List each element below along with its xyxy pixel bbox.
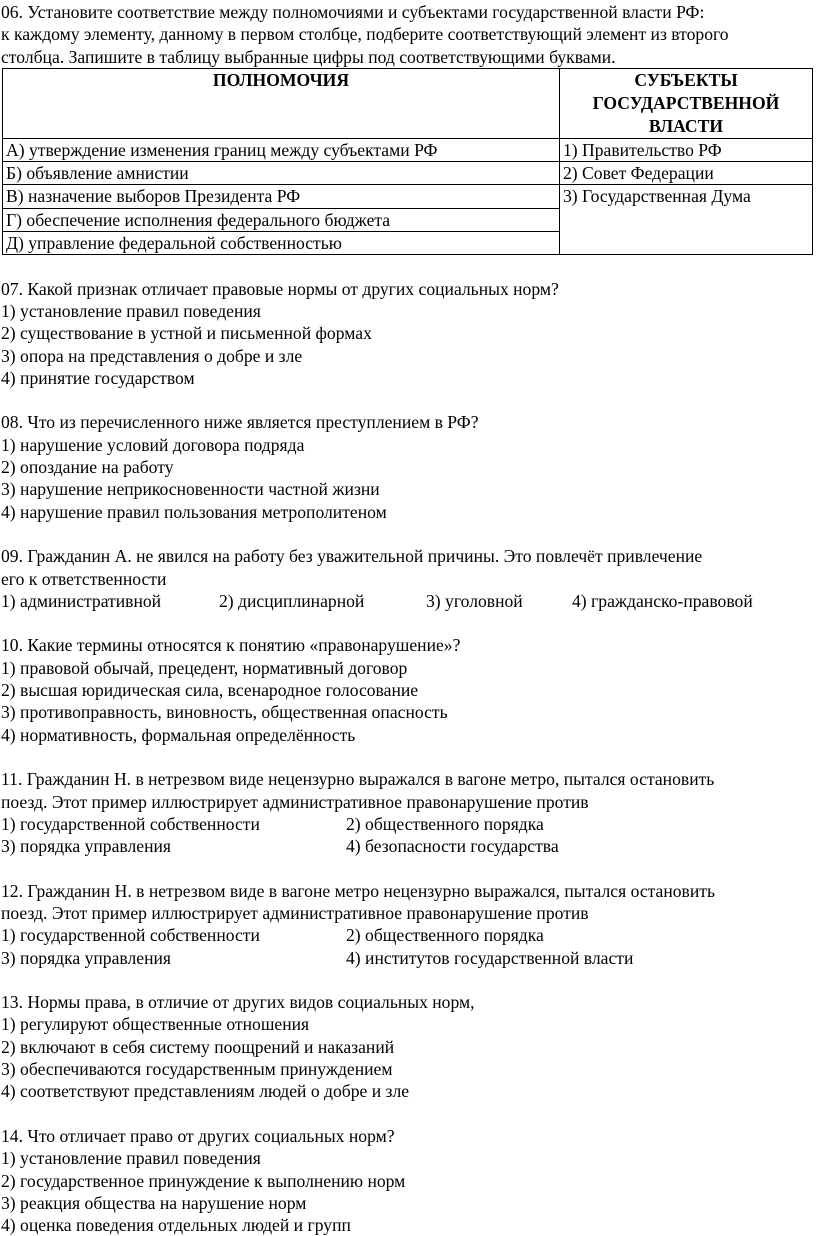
question-08 — [1, 411, 816, 522]
question-text: 07. Какой признак отличает правовые нормы от других социальных норм? — [1, 278, 559, 299]
answer-options-row — [1, 590, 816, 612]
answer-option: 2) высшая юридическая сила, всенародное голосование — [1, 680, 419, 701]
answer-option: 2) дисциплинарной — [219, 590, 365, 611]
answer-option: 2) общественного порядка — [346, 813, 544, 834]
answer-option: 4) безопасности государства — [346, 836, 559, 857]
answer-options-row — [1, 947, 816, 969]
answer-option: 2) опоздание на работу — [1, 457, 174, 478]
question-text: 10. Какие термины относятся к понятию «правонарушение»? — [1, 635, 461, 656]
answer-option: 3) нарушение неприкосновенности частной жизни — [1, 479, 380, 500]
question-text: поезд. Этот пример иллюстрирует административное правонарушение против — [1, 902, 589, 923]
question-text: 06. Установите соответствие между полномочиями и субъектами государственной власти РФ: — [1, 2, 705, 22]
answer-option: 1) государственной собственности — [1, 925, 260, 946]
question-06 — [1, 1, 816, 68]
question-text: 11. Гражданин Н. в нетрезвом виде нецензурно выражался в вагоне метро, пытался остановить — [1, 769, 715, 790]
question-text: его к ответственности — [1, 568, 167, 589]
answer-options-row — [1, 924, 816, 946]
answer-option: 3) обеспечиваются государственным принуждением — [1, 1059, 393, 1080]
answer-option: 3) опора на представления о добре и зле — [1, 345, 303, 366]
answer-options-row — [1, 813, 816, 835]
header-subjects-line: ГОСУДАРСТВЕННОЙ — [592, 92, 780, 113]
answer-option: 2) общественного порядка — [346, 925, 544, 946]
answer-option: 1) административной — [1, 590, 162, 611]
question-09 — [1, 545, 816, 612]
answer-option: 3) уголовной — [426, 590, 523, 611]
header-subjects — [560, 68, 813, 138]
question-07 — [1, 278, 816, 389]
question-text: столбца. Запишите в таблицу выбранные цифры под соответствующими буквами. — [1, 46, 616, 67]
question-text: поезд. Этот пример иллюстрирует административное правонарушение против — [1, 791, 589, 812]
power-cell: Г) обеспечение исполнения федерального бюджета — [3, 208, 560, 231]
power-cell: В) назначение выборов Президента РФ — [3, 185, 560, 208]
subject-cell: 2) Совет Федерации — [560, 162, 813, 185]
answer-option: 2) включают в себя систему поощрений и наказаний — [1, 1036, 395, 1057]
question-14 — [1, 1125, 816, 1236]
header-subjects-line: СУБЪЕКТЫ — [634, 69, 738, 90]
question-10 — [1, 634, 816, 745]
subject-cell: 3) Государственная Дума — [560, 185, 813, 255]
answer-option: 1) государственной собственности — [1, 813, 260, 834]
power-cell: Д) управление федеральной собственностью — [3, 232, 560, 255]
question-text: 13. Нормы права, в отличие от других видов социальных норм, — [1, 992, 475, 1013]
answer-options-row — [1, 835, 816, 857]
answer-option: 1) правовой обычай, прецедент, нормативный договор — [1, 657, 408, 678]
question-text: 08. Что из перечисленного ниже является преступлением в РФ? — [1, 412, 479, 433]
question-text: к каждому элементу, данному в первом столбце, подберите соответствующий элемент из второго — [1, 24, 729, 45]
answer-option: 4) институтов государственной власти — [346, 947, 634, 968]
power-cell: А) утверждение изменения границ между субъектами РФ — [3, 138, 560, 161]
answer-option: 2) государственное принуждение к выполнению норм — [1, 1170, 406, 1191]
subject-cell: 1) Правительство РФ — [560, 138, 813, 161]
answer-option: 1) установление правил поведения — [1, 1148, 261, 1169]
answer-option: 1) нарушение условий договора подряда — [1, 434, 305, 455]
power-cell: Б) объявление амнистии — [3, 162, 560, 185]
question-text: 09. Гражданин А. не явился на работу без уважительной причины. Это повлечёт привлечение — [1, 546, 703, 567]
question-12 — [1, 880, 816, 969]
answer-option: 4) оценка поведения отдельных людей и групп — [1, 1215, 351, 1236]
answer-option: 4) нормативность, формальная определённость — [1, 724, 356, 745]
answer-option: 2) существование в устной и письменной формах — [1, 323, 372, 344]
matching-table — [2, 68, 813, 255]
worksheet-page — [0, 1, 816, 1236]
answer-option: 4) гражданско-правовой — [572, 590, 753, 611]
header-powers: ПОЛНОМОЧИЯ — [3, 68, 560, 138]
answer-option: 4) нарушение правил пользования метрополитеном — [1, 501, 387, 522]
question-text: 12. Гражданин Н. в нетрезвом виде в вагоне метро нецензурно выражался, пытался остановить — [1, 880, 715, 901]
question-13 — [1, 991, 816, 1102]
table-header-row — [3, 68, 813, 138]
table-row — [3, 185, 813, 208]
answer-option: 3) противоправность, виновность, общественная опасность — [1, 702, 448, 723]
answer-option: 3) порядка управления — [1, 947, 172, 968]
answer-option: 4) принятие государством — [1, 367, 195, 388]
answer-option: 3) порядка управления — [1, 836, 172, 857]
question-text: 14. Что отличает право от других социальных норм? — [1, 1125, 395, 1146]
question-11 — [1, 768, 816, 857]
answer-option: 1) регулируют общественные отношения — [1, 1014, 310, 1035]
answer-option: 4) соответствуют представлениям людей о добре и зле — [1, 1081, 410, 1102]
table-row — [3, 138, 813, 161]
answer-option: 3) реакция общества на нарушение норм — [1, 1192, 307, 1213]
answer-option: 1) установление правил поведения — [1, 300, 261, 321]
table-row — [3, 162, 813, 185]
header-subjects-line: ВЛАСТИ — [648, 115, 724, 136]
